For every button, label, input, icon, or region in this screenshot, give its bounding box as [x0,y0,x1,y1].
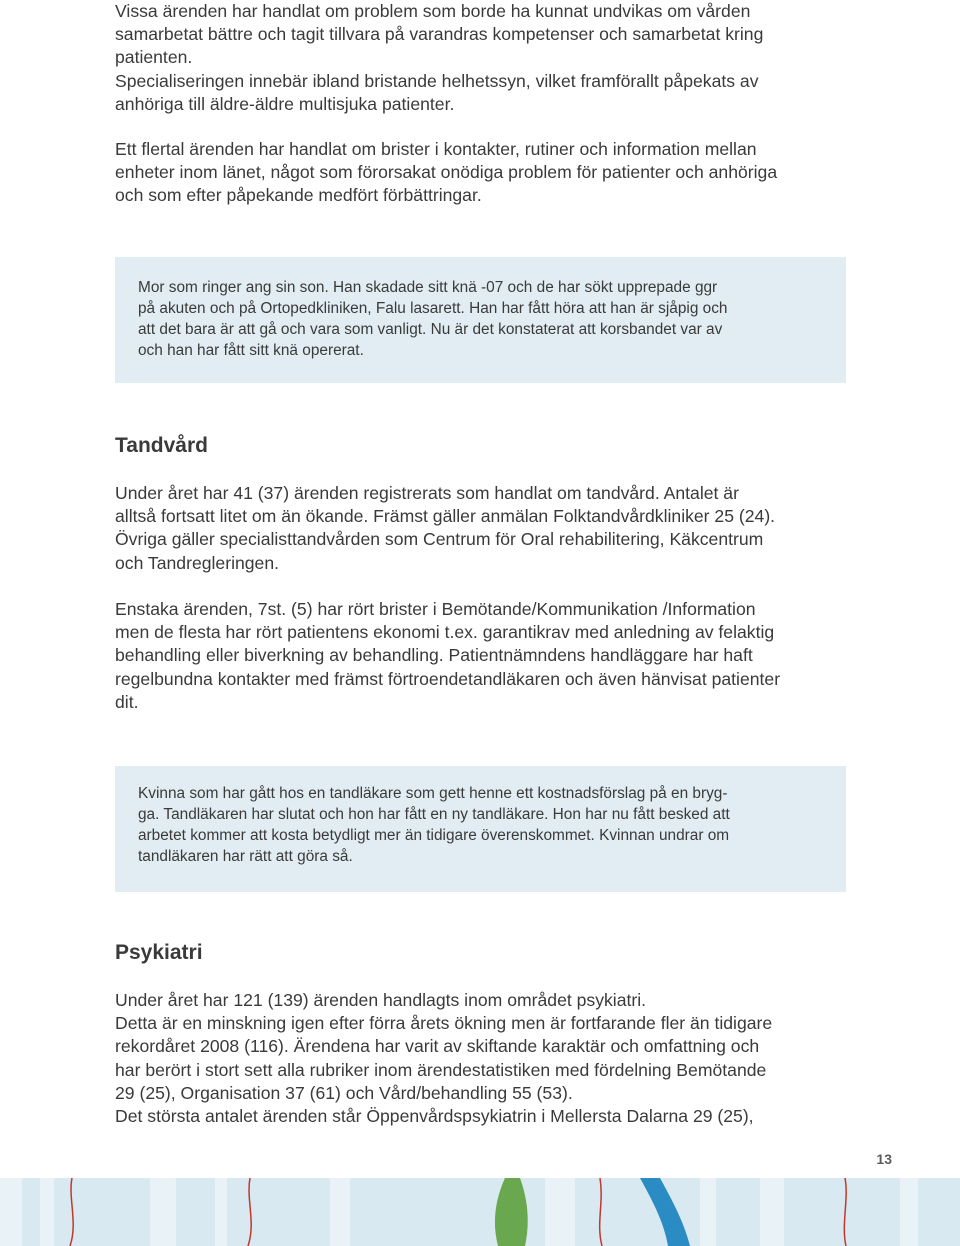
text-line: 29 (25), Organisation 37 (61) och Vård/behandling 55 (53). [115,1082,573,1103]
text-line: tandläkaren har rätt att göra så. [138,848,353,865]
text-line: dit. [115,691,139,712]
section-heading-tandvard: Tandvård [115,434,208,457]
text-line: men de flesta har rört patientens ekonomi t.ex. garantikrav med anledning av felaktig [115,622,775,643]
text-line: Övriga gäller specialisttandvården som Centrum för Oral rehabilitering, Käkcentrum [115,529,764,550]
page-number: 13 [876,1151,892,1167]
tandvard-paragraph-2 [115,598,855,714]
text-line: samarbetat bättre och tagit tillvara på varandras kompetenser och samarbetat kring [115,24,764,45]
contacts-paragraph [115,138,855,208]
text-line: patienten. [115,47,193,68]
case-box-knee [115,257,846,383]
text-line: enheter inom länet, något som förorsakat onödiga problem för patienter och anhöriga [115,162,778,183]
psykiatri-paragraph [115,989,855,1128]
text-line: Det största antalet ärenden står Öppenvårdspsykiatrin i Mellersta Dalarna 29 (25), [115,1106,754,1127]
text-line: rekordåret 2008 (116). Ärendena har varit av skiftande karaktär och omfattning och [115,1036,760,1057]
text-line: Kvinna som har gått hos en tandläkare som gett henne ett kostnadsförslag på en bryg- [138,785,728,802]
text-line: anhöriga till äldre-äldre multisjuka patienter. [115,93,455,114]
text-line: att det bara är att gå och vara som vanligt. Nu är det konstaterat att korsbandet var av [138,321,723,338]
case-text [138,783,730,867]
text-line: ga. Tandläkaren har slutat och hon har fått en ny tandläkare. Hon har nu fått besked att [138,806,730,823]
text-line: och han har fått sitt knä opererat. [138,342,364,359]
text-line: på akuten och på Ortopedkliniken, Falu lasarett. Han har fått höra att han är sjåpig och [138,300,728,317]
intro-paragraph [115,0,855,116]
text-line: Under året har 41 (37) ärenden registrerats som handlat om tandvård. Antalet är [115,483,739,503]
text-line: arbetet kommer att kosta betydligt mer än tidigare överenskommet. Kvinnan undrar om [138,827,730,844]
text-line: Vissa ärenden har handlat om problem som borde ha kunnat undvikas om vården [115,1,751,21]
text-line: behandling eller biverkning av behandling. Patientnämndens handläggare har haft [115,645,753,666]
text-line: regelbundna kontakter med främst förtroendetandläkaren och även hänvisat patienter [115,668,781,689]
text-line: alltså fortsatt litet om än ökande. Främst gäller anmälan Folktandvårdkliniker 25 (24). [115,506,776,527]
text-line: och som efter påpekande medfört förbättringar. [115,185,482,206]
section-heading-psykiatri: Psykiatri [115,941,203,964]
tandvard-paragraph-1 [115,482,855,575]
text-line: Under året har 121 (139) ärenden handlagts inom området psykiatri. [115,990,647,1010]
text-line: Ett flertal ärenden har handlat om brister i kontakter, rutiner och information mellan [115,139,757,159]
text-line: Enstaka ärenden, 7st. (5) har rört brister i Bemötande/Kommunikation /Information [115,599,756,619]
decorative-footer-band [0,1178,960,1246]
text-line: och Tandregleringen. [115,552,280,573]
text-line: har berört i stort sett alla rubriker inom ärendestatistiken med fördelning Bemötande [115,1059,767,1080]
case-box-dentist [115,766,846,892]
text-line: Specialiseringen innebär ibland bristande helhetssyn, vilket framförallt påpekats av [115,70,759,91]
footer-background [0,1178,960,1246]
text-line: Mor som ringer ang sin son. Han skadade sitt knä -07 och de har sökt upprepade ggr [138,279,718,296]
text-line: Detta är en minskning igen efter förra årets ökning men är fortfarande fler än tidigare [115,1013,773,1034]
case-text [138,277,727,361]
